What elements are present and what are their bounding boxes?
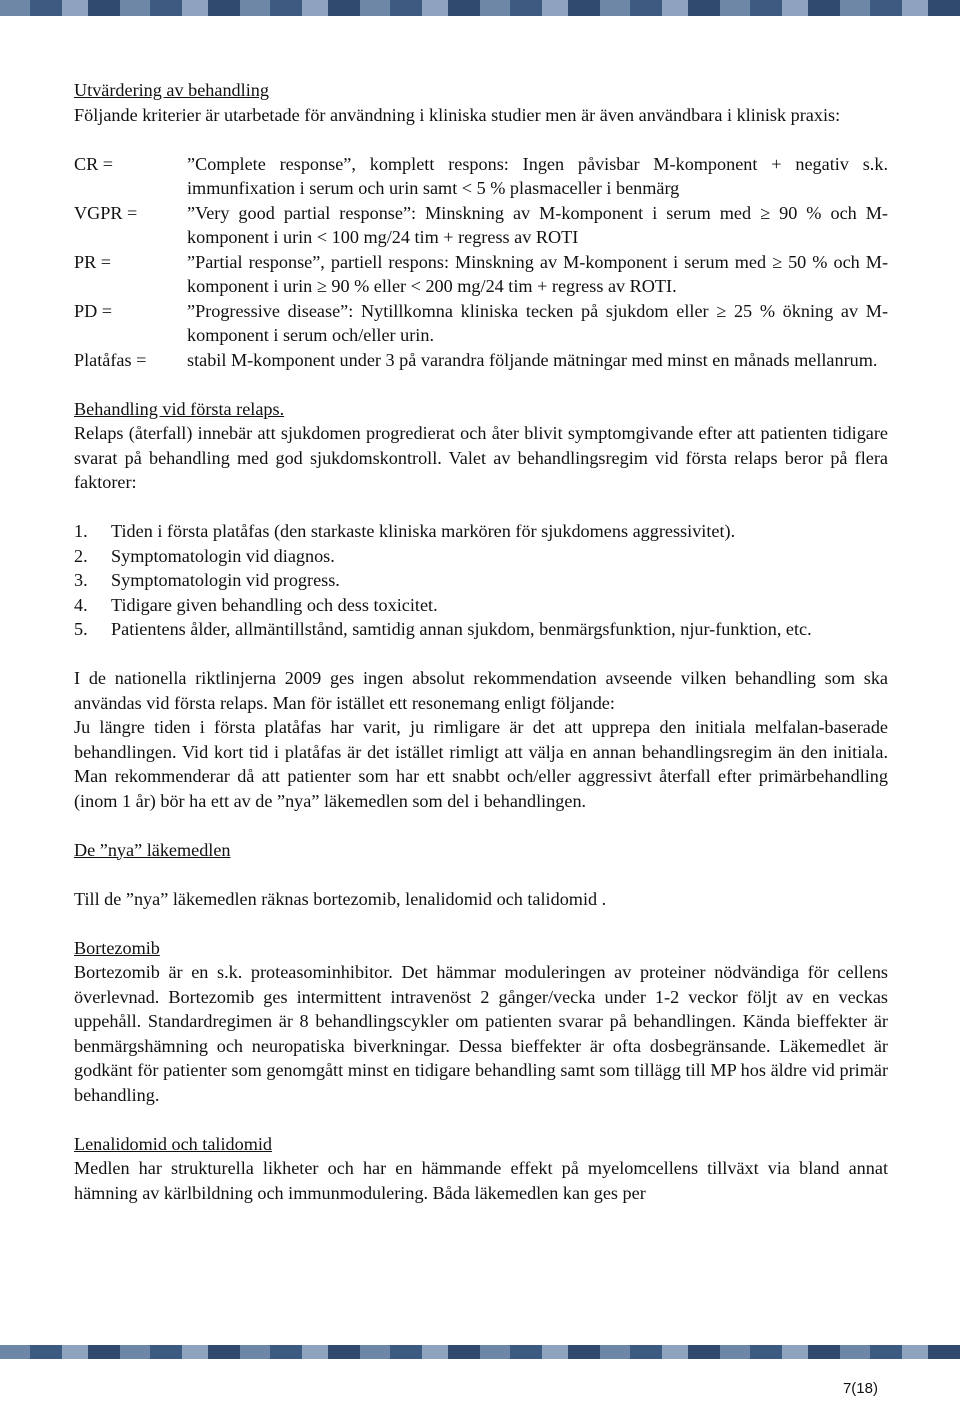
list-item (74, 568, 888, 593)
relapse-factor-list (74, 519, 888, 642)
list-number: 1. (74, 521, 88, 541)
heading-relapse: Behandling vid första relaps. (74, 398, 285, 419)
list-item (74, 519, 888, 544)
list-number: 4. (74, 594, 88, 615)
list-number: 5. (74, 619, 88, 639)
criterion-term: CR = (74, 153, 114, 174)
new-drugs-text: Till de ”nya” läkemedlen räknas bortezomib, lenalidomid och talidomid . (74, 888, 607, 909)
evaluation-intro: Följande kriterier är utarbetade för användning i kliniska studier men är även användbara i klinisk praxis: (74, 104, 841, 125)
criterion-vgpr (74, 201, 888, 250)
criterion-text: ”Progressive disease”: Nytillkomna kliniska tecken på sjukdom eller ≥ 25 % ökning av M-komponent i serum och/eller urin. (187, 300, 888, 345)
criteria-list (74, 152, 888, 373)
list-text: Symptomatologin vid diagnos. (111, 545, 335, 566)
list-number: 3. (74, 570, 88, 590)
criterion-pr (74, 250, 888, 299)
list-text: Tiden i första platåfas (den starkaste kliniska markören för sjukdomens aggressivitet). (111, 521, 736, 541)
document-body (74, 78, 888, 1205)
list-number: 2. (74, 545, 88, 566)
list-item (74, 593, 888, 618)
criterion-term: PD = (74, 300, 113, 321)
criterion-cr (74, 152, 888, 201)
footer-decorative-band (0, 1345, 960, 1359)
relapse-paragraph-1: I de nationella riktlinjerna 2009 ges ingen absolut rekommendation avseende vilken behandling som ska användas vid första relaps. Man för istället ett resonemang enligt följande: (74, 668, 888, 713)
criterion-term: Platåfas = (74, 349, 147, 370)
criterion-term: PR = (74, 251, 112, 272)
criterion-text: ”Complete response”, komplett respons: Ingen påvisbar M-komponent + negativ s.k. immunfixation i serum och urin samt < 5 % plasmaceller i benmärg (187, 153, 888, 198)
list-item (74, 617, 888, 642)
relapse-intro: Relaps (återfall) innebär att sjukdomen progredierat och åter blivit symptomgivande efter att patienten tidigare svarat på behandling med god sjukdomskontroll. Valet av behandlingsregim vid första relaps beror på flera faktorer: (74, 423, 888, 492)
heading-lenalidomid: Lenalidomid och talidomid (74, 1133, 273, 1154)
bortezomib-text: Bortezomib är en s.k. proteasominhibitor. Det hämmar moduleringen av proteiner nödvändiga för cellens överlevnad. Bortezomib ges intermittent intravenöst 2 gånger/vecka under 1-2 veckor följt av en veckas uppehåll. Standardregimen är 8 behandlingscykler om patienten svarar på behandlingen. Kända bieffekter är benmärgshämning och neuropatiska biverkningar. Dessa bieffekter är ofta dosbegränsande. Läkemedlet är godkänt för patienter som genomgått minst en tidigare behandling samt som tillägg till MP hos äldre vid primär behandling. (74, 962, 888, 1105)
criterion-term: VGPR = (74, 202, 138, 223)
header-decorative-band (0, 0, 960, 16)
criterion-text: stabil M-komponent under 3 på varandra följande mätningar med minst en månads mellanrum. (187, 349, 878, 370)
list-text: Patientens ålder, allmäntillstånd, samtidig annan sjukdom, benmärgsfunktion, njur-funktion, etc. (111, 619, 812, 639)
list-text: Tidigare given behandling och dess toxicitet. (111, 594, 438, 615)
list-item (74, 544, 888, 569)
heading-new-drugs: De ”nya” läkemedlen (74, 839, 231, 860)
lenalidomid-text: Medlen har strukturella likheter och har en hämmande effekt på myelomcellens tillväxt via bland annat hämning av kärlbildning och immunmodulering. Båda läkemedlen kan ges per (74, 1158, 888, 1203)
criterion-text: ”Very good partial response”: Minskning av M-komponent i serum med ≥ 90 % och M-komponent i urin < 100 mg/24 tim + regress av ROTI (187, 202, 888, 247)
heading-bortezomib: Bortezomib (74, 937, 160, 958)
criterion-text: ”Partial response”, partiell respons: Minskning av M-komponent i serum med ≥ 50 % och M-komponent i urin ≥ 90 % eller < 200 mg/24 tim + regress av ROTI. (187, 251, 888, 296)
list-text: Symptomatologin vid progress. (111, 570, 340, 590)
relapse-paragraph-2: Ju längre tiden i första platåfas har varit, ju rimligare är det att upprepa den initiala melfalan-baserade behandlingen. Vid kort tid i platåfas är det istället rimligt att välja en annan behandlingsregim än den initiala. Man rekommenderar då att patienter som har ett snabbt och/eller aggressivt återfall efter primärbehandling (inom 1 år) bör ha ett av de ”nya” läkemedlen som del i behandlingen. (74, 717, 888, 811)
heading-evaluation: Utvärdering av behandling (74, 80, 269, 100)
criterion-pd (74, 299, 888, 348)
page-number: 7(18) (842, 1380, 878, 1397)
criterion-plateau (74, 348, 888, 373)
